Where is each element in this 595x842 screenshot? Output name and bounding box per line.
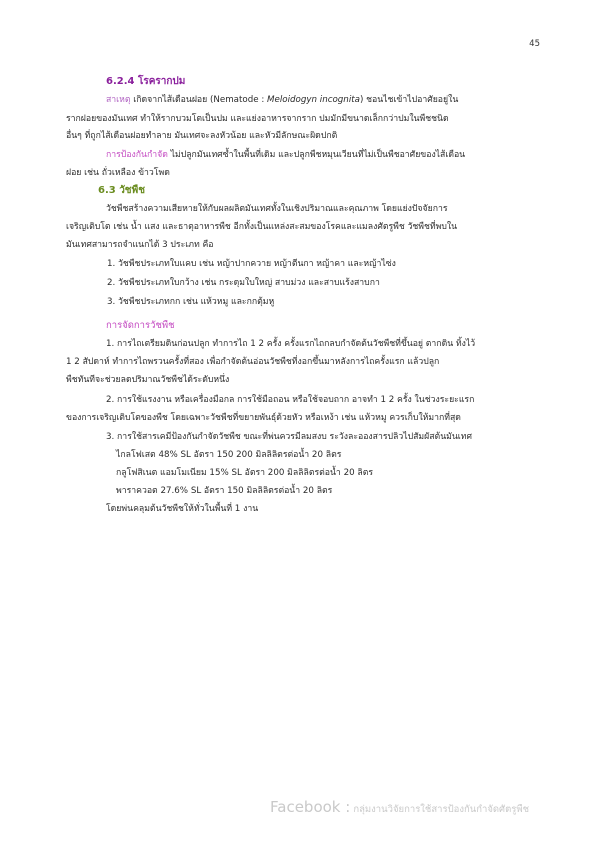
page-number: 45	[529, 39, 540, 49]
cause-label: สาเหตุ	[106, 95, 131, 105]
footer-brand: Facebook :	[270, 798, 351, 816]
cause-text-b: ) ชอนไชเข้าไปอาศัยอยู่ใน	[359, 95, 459, 105]
method-1-line-1: 1. การไถเตรียมดินก่อนปลูก ทำการไถ 1 2 ครั้ง ครั้งแรกไถกลบกำจัดต้นวัชพืชที่ขึ้นอยู่ ตากดิน ทิ้งไว้	[106, 339, 476, 349]
heading-weeds: 6.3 วัชพืช	[98, 185, 145, 196]
method-1-line-2: 1 2 สัปดาห์ ทำการไถพรวนครั้งที่สอง เพื่อกำจัดต้นอ่อนวัชพืชที่งอกขึ้นมาหลังการไถครั้งแรก แล้วปลูก	[66, 357, 440, 367]
prevention-label: การป้องกันกำจัด	[106, 150, 168, 160]
prevention-line	[106, 150, 465, 161]
weeds-para-line-2: เจริญเติบโต เช่น น้ำ แสง และธาตุอาหารพืช อีกทั้งเป็นแหล่งสะสมของโรคและแมลงศัตรูพืช วัชพืชที่พบใน	[66, 222, 458, 232]
footer-watermark	[270, 798, 595, 817]
chemical-glyphosate: ไกลโฟเสต 48% SL อัตรา 150 200 มิลลิลิตรต่อน้ำ 20 ลิตร	[116, 450, 342, 460]
method-2-line-2: ของการเจริญเติบโตของพืช โดยเฉพาะวัชพืชที่ขยายพันธุ์ด้วยหัว หรือเหง้า เช่น แห้วหมู ควรเก็บให้มากที่สุด	[66, 413, 461, 423]
chemical-paraquat: พาราควอต 27.6% SL อัตรา 150 มิลลิลิตรต่อน้ำ 20 ลิตร	[116, 486, 333, 496]
footer-group-name: กลุ่มงานวิจัยการใช้สารป้องกันกำจัดศัตรูพืช	[350, 804, 530, 815]
heading-root-knot-disease: 6.2.4 โรครากปม	[106, 76, 186, 87]
method-2-line-1: 2. การใช้แรงงาน หรือเครื่องมือกล การใช้มือถอน หรือใช้จอบถาก อาจทำ 1 2 ครั้ง ในช่วงระยะแรก	[106, 395, 475, 405]
weed-type-broadleaf: 2. วัชพืชประเภทใบกว้าง เช่น กระดุมใบใหญ่ สาบม่วง และสาบแร้งสาบกา	[107, 278, 380, 288]
weeds-para-line-1: วัชพืชสร้างความเสียหายให้กับผลผลิตมันเทศทั้งในเชิงปริมาณและคุณภาพ โดยแย่งปัจจัยการ	[106, 204, 448, 214]
method-1-line-3: พืชทันทีจะช่วยลดปริมาณวัชพืชได้ระดับหนึ่ง	[66, 375, 230, 385]
cause-line-2: รากฝอยของมันเทศ ทำให้รากบวมโตเป็นปม และแย่งอาหารจากราก ปมมักมีขนาดเล็กกว่าปมในพืชชนิด	[66, 114, 449, 124]
cause-text-a: เกิดจากไส้เดือนฝอย (Nematode :	[130, 95, 268, 105]
weed-type-sedge: 3. วัชพืชประเภทกก เช่น แห้วหมู และกกตุ้มหู	[107, 297, 275, 307]
cause-line	[106, 95, 458, 106]
spray-instruction: โดยพ่นคลุมต้นวัชพืชให้ทั่วในพื้นที่ 1 งาน	[106, 504, 259, 514]
prevention-text: ไม่ปลูกมันเทศซ้ำในพื้นที่เดิม และปลูกพืชหมุนเวียนที่ไม่เป็นพืชอาศัยของไส้เดือน	[167, 150, 466, 160]
heading-weed-management: การจัดการวัชพืช	[106, 320, 175, 331]
method-3-line-1: 3. การใช้สารเคมีป้องกันกำจัดวัชพืช ขณะที่พ่นควรมีลมสงบ ระวังละอองสารปลิวไปสัมผัสต้นมันเทศ	[106, 432, 473, 442]
nematode-species: Meloidogyn incognita	[267, 95, 360, 105]
weeds-para-line-3: มันเทศสามารถจำแนกได้ 3 ประเภท คือ	[66, 240, 214, 250]
prevention-line-2: ฝอย เช่น ถั่วเหลือง ข้าวโพด	[66, 168, 170, 178]
weed-type-narrowleaf: 1. วัชพืชประเภทใบแคบ เช่น หญ้าปากควาย หญ้าตีนกา หญ้าคา และหญ้าไซ่ง	[107, 259, 396, 269]
chemical-glufosinate: กลูโฟสิเนต แอมโมเนียม 15% SL อัตรา 200 มิลลิลิตรต่อน้ำ 20 ลิตร	[116, 468, 374, 478]
cause-line-3: อื่นๆ ที่ถูกไส้เดือนฝอยทำลาย มันเทศจะลงหัวน้อย และหัวมีลักษณะผิดปกติ	[66, 131, 338, 141]
